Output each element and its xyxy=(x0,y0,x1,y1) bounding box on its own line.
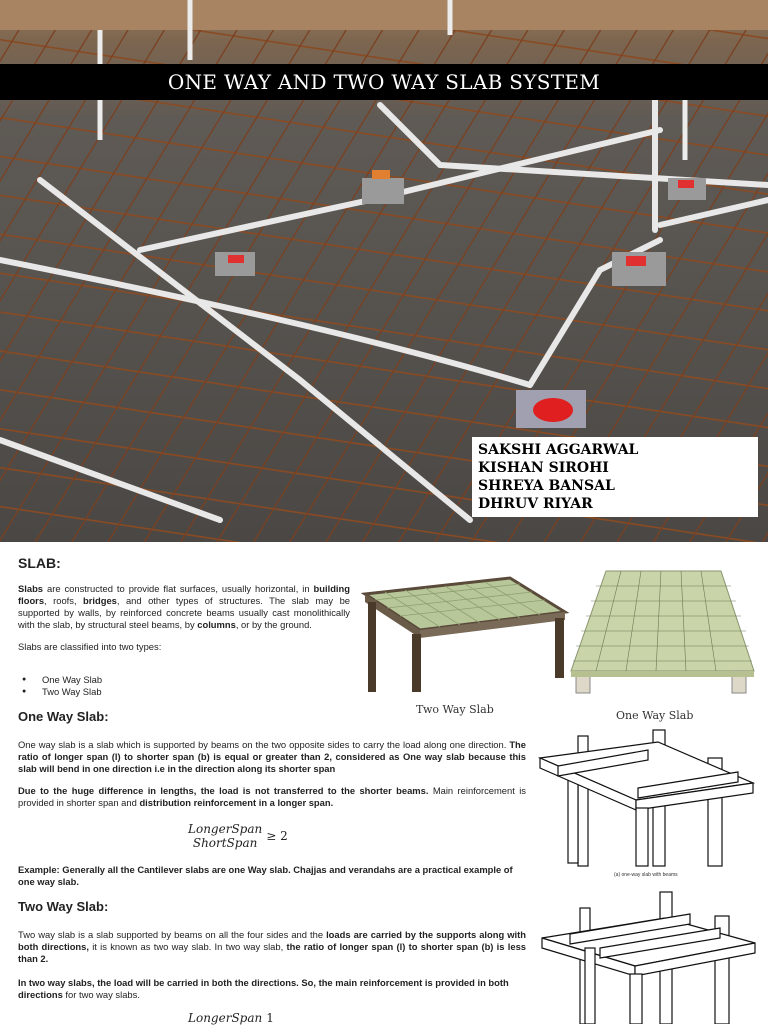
two-way-formula xyxy=(188,1010,274,1025)
text-run: the ratio of longer span (l) to shorter span (b) is less than 2. xyxy=(18,941,526,964)
two-way-beam-figure xyxy=(540,888,760,1024)
one-way-heading: One Way Slab: xyxy=(18,709,109,724)
one-way-slab-caption: One Way Slab xyxy=(616,709,694,722)
formula-denominator: ShortSpan xyxy=(192,836,258,850)
page-title: ONE WAY AND TWO WAY SLAB SYSTEM xyxy=(167,70,601,94)
text-run: , and other types of structures. The slab may be supported by walls, by reinforced concrete beams usually cast monolithically with the slab, by structural steel beams, by xyxy=(18,595,350,630)
slab-heading: SLAB: xyxy=(18,555,61,571)
two-way-slab-figure xyxy=(360,572,570,697)
list-item: ● One Way Slab xyxy=(22,674,102,686)
formula-numerator: LongerSpan xyxy=(188,822,263,836)
formula-relation: ≥ 2 xyxy=(266,829,288,843)
text-run: , roofs, xyxy=(44,595,84,606)
formula-numerator: LongerSpan xyxy=(188,1010,263,1025)
author-name: KISHAN SIROHI xyxy=(478,460,609,476)
text-run: bridges xyxy=(83,595,117,606)
text-run: Two way slab is a slab supported by beams on all the four sides and the xyxy=(18,929,327,940)
text-run: loads are carried by the supports along with both directions, xyxy=(18,929,526,952)
slab-intro-paragraph xyxy=(18,583,350,631)
text-run: columns xyxy=(197,619,236,630)
slab-classified-text: Slabs are classified into two types: xyxy=(18,641,162,652)
author-name: SAKSHI AGGARWAL xyxy=(478,442,639,458)
one-way-paragraph xyxy=(18,739,526,775)
text-run: for two way slabs. xyxy=(62,989,140,1000)
example-text: Example: Generally all the Cantilever slabs are one Way slab. Chajjas and verandahs are a practical example of one way slab. xyxy=(18,864,513,887)
text-run: it is known as two way slab. In two way slab, xyxy=(88,941,287,952)
two-way-slab-caption: Two Way Slab xyxy=(416,703,494,716)
author-name: DHRUV RIYAR xyxy=(478,496,593,512)
text-run: Slabs xyxy=(18,583,44,594)
text-run: are constructed to provide flat surfaces, usually horizontal, in xyxy=(43,583,314,594)
beam-figure-caption: (a) one-way slab with beams xyxy=(614,872,678,878)
one-way-formula xyxy=(188,822,288,850)
one-way-reinforcement-paragraph xyxy=(18,785,526,809)
formula-relation: 1 xyxy=(266,1010,274,1025)
one-way-beam-figure xyxy=(538,728,758,873)
text-run: distribution reinforcement in a longer span. xyxy=(139,797,334,808)
two-way-reinforcement-paragraph xyxy=(18,977,526,1001)
text-run: The ratio of longer span (l) to shorter span (b) is equal or greater than 2, considered as One way slab because this slab will bend in one direction i.e in the direction along its shorter span xyxy=(18,739,526,774)
two-way-heading: Two Way Slab: xyxy=(18,899,109,914)
one-way-example xyxy=(18,864,526,888)
text-run: Main reinforcement is provided in shorter span and xyxy=(18,785,526,808)
text-run: One way slab is a slab which is supported by beams on the two opposite sides to carry the load along one direction. xyxy=(18,739,510,750)
text-run: building floors xyxy=(18,583,350,606)
text-run: , or by the ground. xyxy=(235,619,312,630)
two-way-paragraph xyxy=(18,929,526,965)
list-item: ● Two Way Slab xyxy=(22,686,102,698)
slab-types-list xyxy=(22,674,102,697)
one-way-slab-figure xyxy=(566,566,758,696)
authors-box xyxy=(472,437,758,517)
text-run: In two way slabs, the load will be carried in both the directions. So, the main reinforcement is provided in both directions xyxy=(18,977,509,1000)
text-run: Due to the huge difference in lengths, the load is not transferred to the shorter beams. xyxy=(18,785,429,796)
author-name: SHREYA BANSAL xyxy=(478,478,615,494)
